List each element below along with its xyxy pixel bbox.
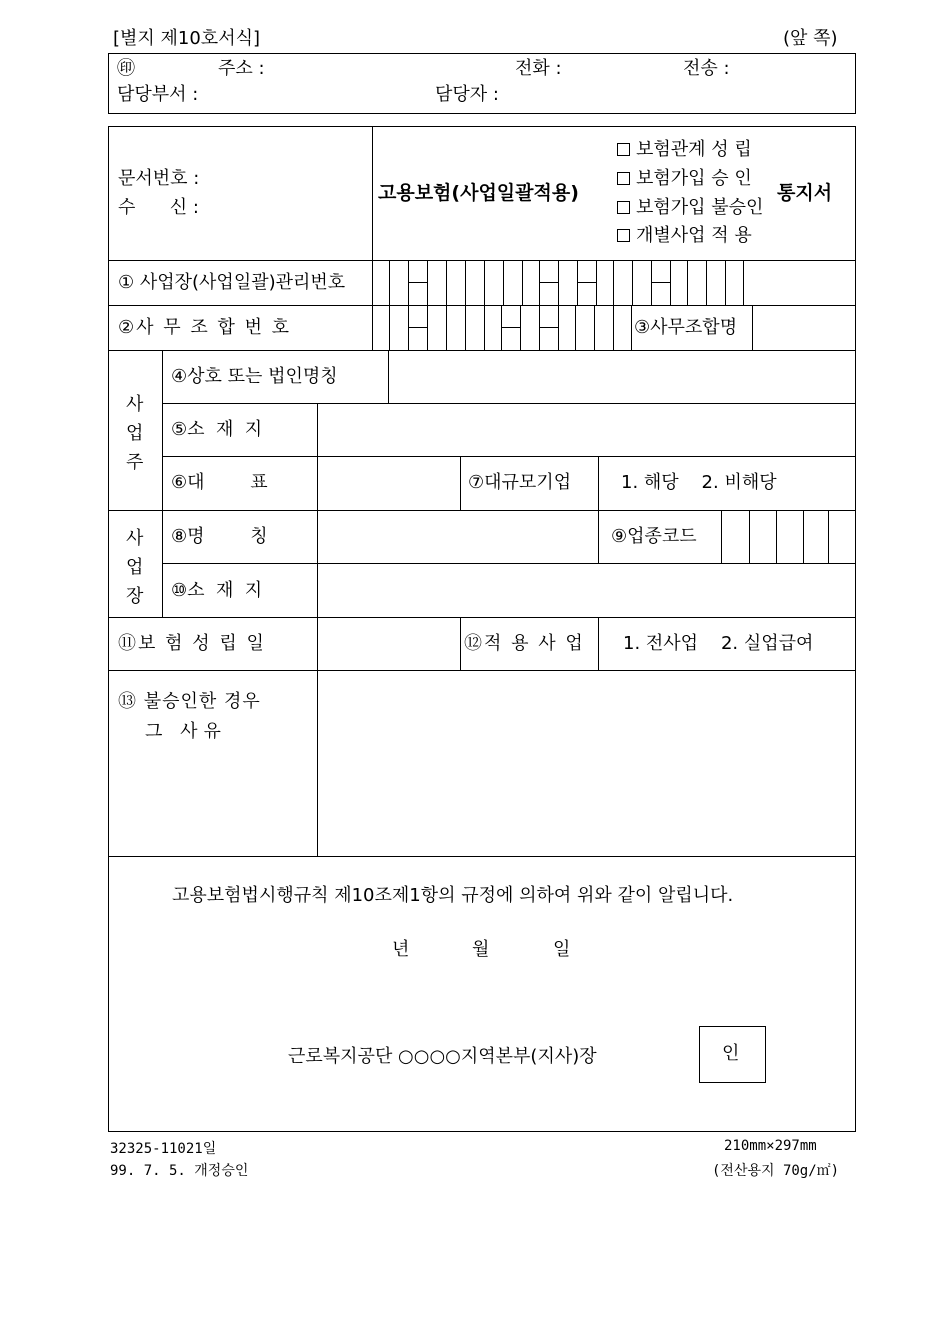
option-label: 보험가입 불승인 bbox=[636, 197, 764, 218]
applicable-business-options[interactable]: 1. 전사업 2. 실업급여 bbox=[623, 633, 814, 654]
mgmt-number-label: ① 사업장(사업일괄)관리번호 bbox=[118, 272, 346, 293]
form-title: 고용보험(사업일괄적용) bbox=[378, 182, 579, 204]
column-divider bbox=[752, 305, 753, 350]
phone-label: 전화 : bbox=[515, 58, 562, 79]
row-divider bbox=[162, 563, 856, 564]
recipient-label: 수 신 : bbox=[118, 197, 199, 218]
column-divider bbox=[317, 403, 318, 856]
industry-code-cells[interactable] bbox=[721, 510, 856, 563]
row-divider bbox=[108, 856, 856, 857]
digit-grid bbox=[721, 510, 856, 563]
office-name-label: ③사무조합명 bbox=[634, 317, 738, 338]
checkbox[interactable] bbox=[617, 143, 630, 156]
workplace-location-label: ⑩소 재 지 bbox=[171, 580, 263, 601]
form-title-suffix: 통지서 bbox=[777, 182, 833, 204]
representative-label: ⑥대 표 bbox=[171, 472, 268, 493]
address-label: 주소 : bbox=[218, 58, 265, 79]
seal-label: 인 bbox=[722, 1043, 740, 1064]
paper-weight: (전산용지 70g/㎡) bbox=[712, 1163, 840, 1179]
row-divider bbox=[162, 403, 856, 404]
option-establish[interactable] bbox=[617, 141, 752, 159]
disapproval-reason-label: ⑬ 불승인한 경우 bbox=[118, 691, 261, 712]
employer-location-label: ⑤소 재 지 bbox=[171, 419, 263, 440]
option-label: 개별사업 적 용 bbox=[636, 225, 752, 246]
applicable-business-label: ⑫적 용 사 업 bbox=[464, 633, 585, 654]
column-divider bbox=[598, 510, 599, 563]
office-number-label: ②사 무 조 합 번 호 bbox=[118, 317, 292, 338]
option-individual[interactable] bbox=[617, 227, 752, 245]
department-label: 담당부서 : bbox=[117, 84, 199, 105]
notice-statement: 고용보험법시행규칙 제10조제1항의 규정에 의하여 위와 같이 알립니다. bbox=[172, 885, 734, 906]
column-divider bbox=[460, 617, 461, 670]
checkbox[interactable] bbox=[617, 229, 630, 242]
office-number-digit-cells[interactable] bbox=[372, 305, 631, 350]
row-divider bbox=[108, 617, 856, 618]
column-divider bbox=[460, 456, 461, 510]
column-divider bbox=[631, 305, 632, 350]
established-date-label: ⑪보 험 성 립 일 bbox=[118, 633, 266, 654]
column-divider bbox=[162, 350, 163, 617]
checkbox[interactable] bbox=[617, 201, 630, 214]
row-divider bbox=[108, 350, 856, 351]
date-year-label: 년 bbox=[392, 939, 410, 960]
option-label: 보험가입 승 인 bbox=[636, 168, 752, 189]
column-divider bbox=[388, 350, 389, 403]
option-label: 보험관계 성 립 bbox=[636, 139, 752, 160]
option-approve[interactable] bbox=[617, 170, 752, 188]
column-divider bbox=[372, 126, 373, 260]
digit-grid bbox=[372, 260, 744, 305]
page-side-label: (앞 쪽) bbox=[783, 28, 838, 49]
approval-date: 99. 7. 5. 개정승인 bbox=[110, 1163, 249, 1179]
large-company-label: ⑦대규모기업 bbox=[468, 472, 572, 493]
date-month-label: 월 bbox=[472, 939, 490, 960]
digit-grid bbox=[372, 305, 631, 350]
disapproval-reason-label-2: 그 사유 bbox=[145, 721, 227, 742]
column-divider bbox=[598, 456, 599, 510]
employer-group-label: 사업주 bbox=[126, 394, 144, 473]
doc-number-label: 문서번호 : bbox=[118, 168, 200, 189]
column-divider bbox=[598, 617, 599, 670]
workplace-name-label: ⑧명 칭 bbox=[171, 526, 268, 547]
large-company-options[interactable]: 1. 해당 2. 비해당 bbox=[621, 472, 777, 493]
paper-size: 210mm×297mm bbox=[724, 1138, 817, 1154]
company-name-label: ④상호 또는 법인명칭 bbox=[171, 366, 338, 387]
date-day-label: 일 bbox=[553, 939, 571, 960]
postal-mark-icon: ㊞ bbox=[117, 58, 135, 79]
form-code: 32325-11021일 bbox=[110, 1141, 217, 1157]
option-disapprove[interactable] bbox=[617, 199, 763, 217]
industry-code-label: ⑨업종코드 bbox=[611, 526, 697, 547]
fax-label: 전송 : bbox=[683, 58, 730, 79]
person-in-charge-label: 담당자 : bbox=[435, 84, 499, 105]
checkbox[interactable] bbox=[617, 172, 630, 185]
form-number-label: [별지 제10호서식] bbox=[113, 28, 260, 49]
row-divider bbox=[162, 456, 856, 457]
workplace-group-label: 사업장 bbox=[126, 528, 144, 607]
issuer-label: 근로복지공단 ○○○○지역본부(지사)장 bbox=[288, 1046, 597, 1067]
row-divider bbox=[108, 670, 856, 671]
mgmt-number-digit-cells[interactable] bbox=[372, 260, 744, 305]
